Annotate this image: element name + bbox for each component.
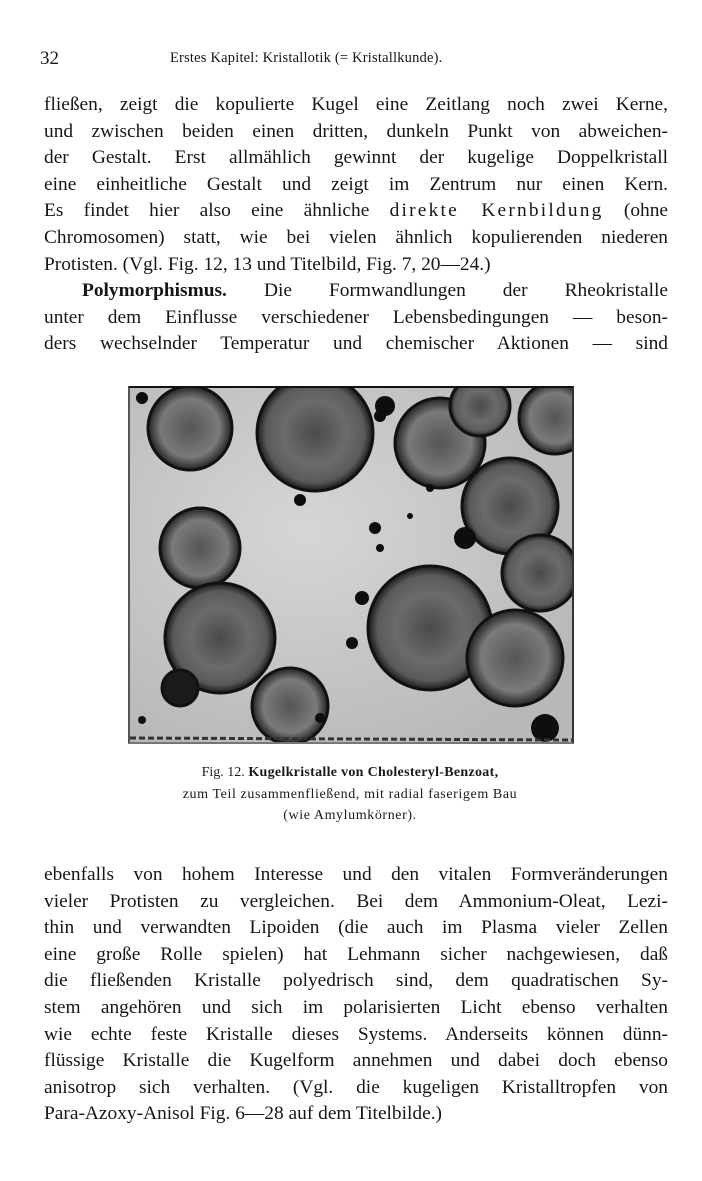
top-paragraph (44, 92, 668, 358)
page-number: 32 (40, 48, 59, 69)
text-line: der Gestalt. Erst allmählich gewinnt der kugelige Doppelkristall (44, 147, 668, 169)
running-head: Erstes Kapitel: Kristallotik (= Kristallkunde). (170, 50, 443, 66)
section-heading: Polymorphismus. (82, 280, 227, 302)
micrograph-image (130, 388, 572, 742)
figure-label: Fig. 12. (201, 765, 245, 780)
text-line: fließen, zeigt die kopulierte Kugel eine Zeitlang noch zwei Kerne, (44, 94, 668, 115)
figure-caption (100, 765, 600, 781)
text-line: und zwischen beiden einen dritten, dunkeln Punkt von abweichen- (44, 120, 668, 142)
figure-caption-line: (wie Amylumkörner). (283, 808, 417, 823)
text-line: thin und verwandten Lipoiden (die auch im Plasma vieler Zellen (44, 917, 668, 939)
text-line: eine große Rolle spielen) hat Lehmann sicher nachgewiesen, daß (44, 943, 668, 965)
text-line: Chromosomen) statt, wie bei vielen ähnlich kopulierenden niederen (44, 226, 668, 248)
text-line: eine einheitliche Gestalt und zeigt im Zentrum nur einen Kern. (44, 173, 668, 195)
figure-title: Kugelkristalle von Cholesteryl-Benzoat, (248, 765, 499, 780)
text-span: (ohne (623, 200, 668, 222)
text-line: die fließenden Kristalle polyedrisch sind, dem quadratischen Sy- (44, 970, 668, 992)
text-line: anisotrop sich verhalten. (Vgl. die kugeligen Kristalltropfen von (44, 1076, 668, 1098)
text-line: Protisten. (Vgl. Fig. 12, 13 und Titelbild, Fig. 7, 20—24.) (44, 253, 491, 275)
text-line: unter dem Einflusse verschiedener Lebensbedingungen — beson- (44, 306, 668, 328)
text-span: Es findet hier also eine ähnliche (44, 200, 370, 222)
text-line (44, 198, 668, 225)
text-line: Para-Azoxy-Anisol Fig. 6—28 auf dem Titelbilde.) (44, 1103, 443, 1125)
text-line: flüssige Kristalle die Kugelform annehmen und dabei doch ebenso (44, 1050, 668, 1072)
bottom-paragraph (44, 862, 668, 1128)
text-line: wie echte feste Kristalle dieses Systems. Anderseits können dünn- (44, 1023, 668, 1045)
figure-caption-line: zum Teil zusammenfließend, mit radial faserigem Bau (182, 787, 518, 802)
text-line: ebenfalls von hohem Interesse und den vitalen Formveränderungen (44, 864, 668, 885)
figure-photo (128, 386, 574, 744)
text-span: Die Formwandlungen der Rheokristalle (263, 280, 668, 302)
text-line: stem angehören und sich im polarisierten Licht ebenso verhalten (44, 996, 668, 1018)
spaced-emphasis: direkte Kernbildung (389, 200, 604, 222)
text-line (44, 278, 668, 305)
text-line: vieler Protisten zu vergleichen. Bei dem Ammonium-Oleat, Lezi- (44, 890, 668, 912)
text-line: ders wechselnder Temperatur und chemischer Aktionen — sind (44, 333, 668, 355)
